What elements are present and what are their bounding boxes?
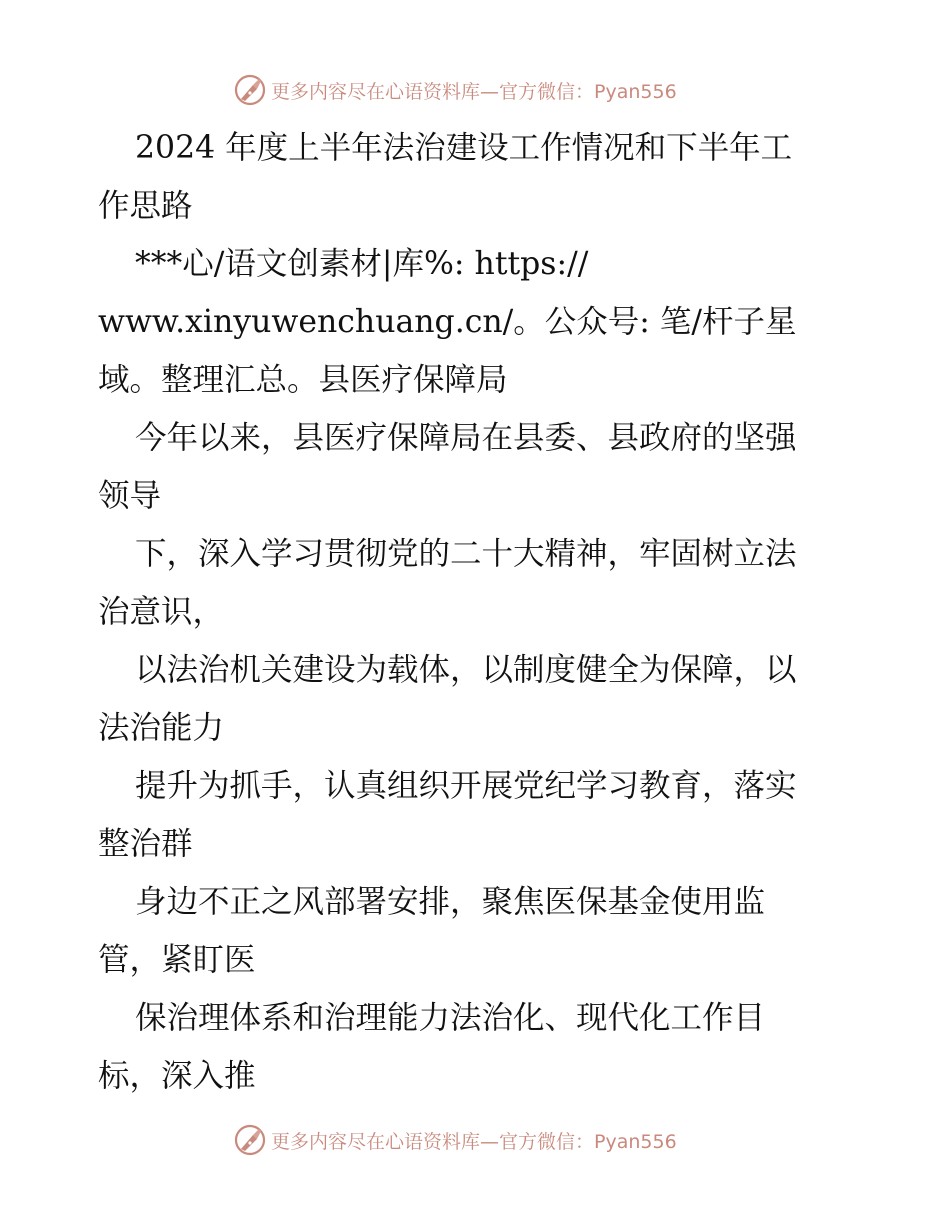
title-line-1: 2024 年度上半年法治建设工作情况和下半年工 [135,130,793,166]
footer-banner [0,1120,950,1160]
paragraph-line: 管，紧盯医 [98,942,256,978]
paragraph-line: 提升为抓手，认真组织开展党纪学习教育，落实 [135,768,797,804]
paragraph-line: 下，深入学习贯彻党的二十大精神，牢固树立法 [135,536,797,572]
paragraph-line: www.xinyuwenchuang.cn/。公众号: 笔/杆子星 [98,304,797,340]
banner-text: 更多内容尽在心语资料库—官方微信：Pyan556 [271,1130,677,1153]
banner-text: 更多内容尽在心语资料库—官方微信：Pyan556 [271,80,677,103]
paragraph-line: 身边不正之风部署安排，聚焦医保基金使用监 [135,884,766,920]
paragraph-line: 域。整理汇总。县医疗保障局 [98,362,508,398]
banner-content [233,1120,677,1160]
paragraph-line: 法治能力 [98,710,225,746]
paragraph-line: 治意识， [98,594,225,630]
paragraph-line: 标，深入推 [98,1058,256,1094]
title-line-2: 作思路 [98,188,193,224]
paragraph-line: 以法治机关建设为载体，以制度健全为保障，以 [135,652,797,688]
paragraph-line: 整治群 [98,826,193,862]
paragraph-line: 领导 [98,478,162,514]
paragraph-line: ***心/语文创素材|库%: https:// [135,246,589,282]
paragraph-line: 保治理体系和治理能力法治化、现代化工作目 [135,1000,766,1036]
pen-nib-icon [233,1123,267,1157]
paragraph-line: 今年以来，县医疗保障局在县委、县政府的坚强 [135,420,797,456]
